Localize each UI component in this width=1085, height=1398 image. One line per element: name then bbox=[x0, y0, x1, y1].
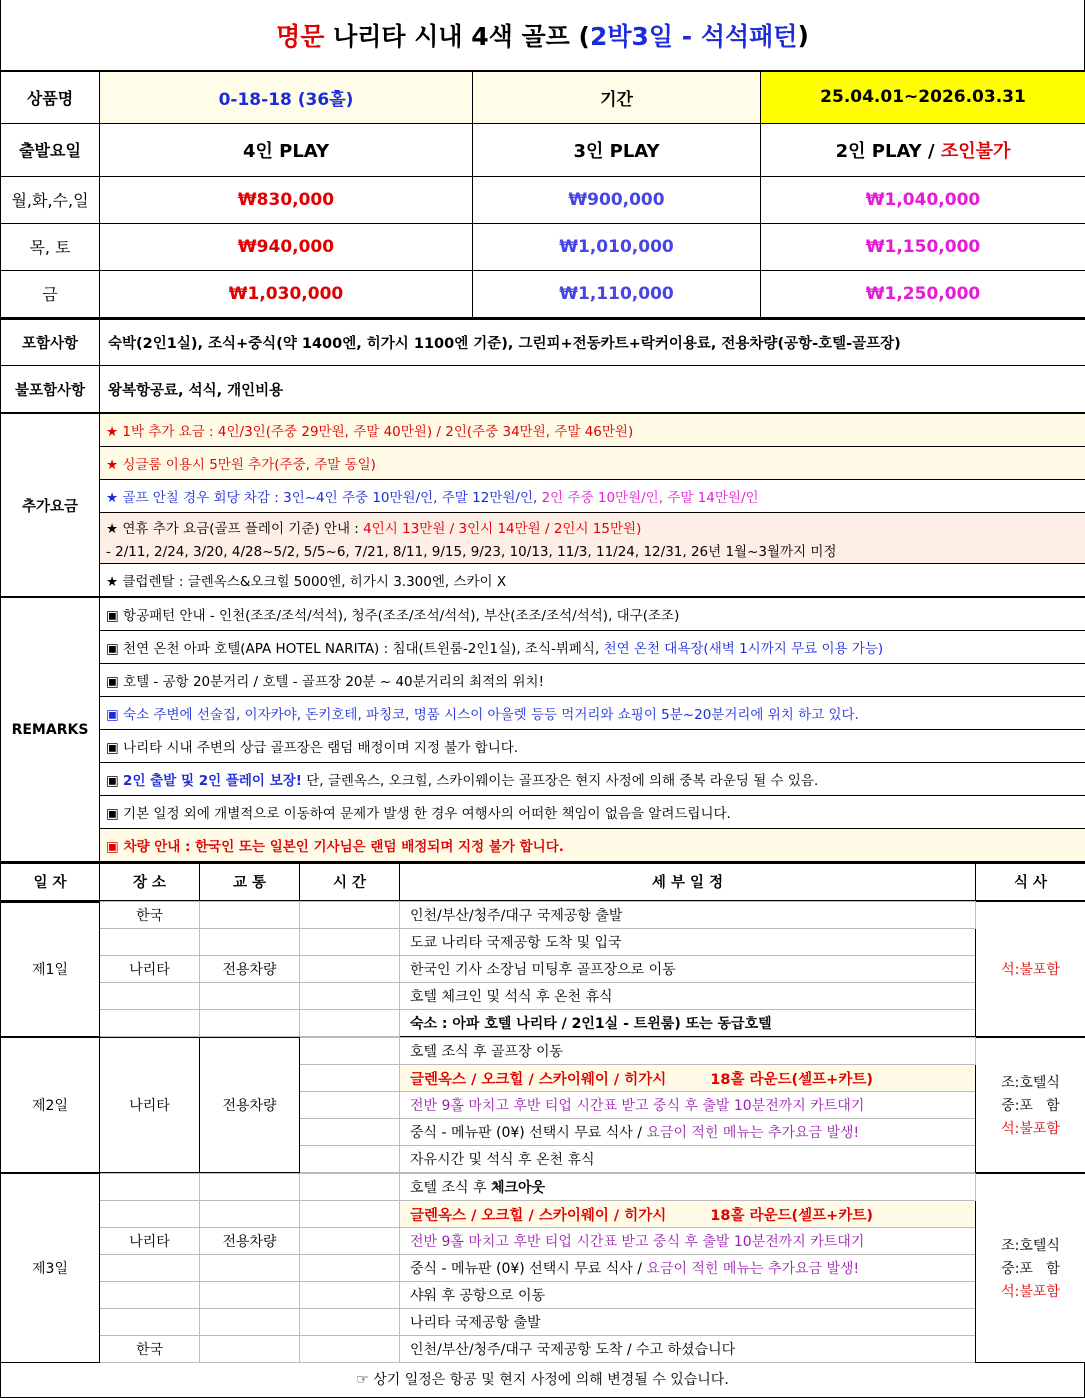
day-1-detail-3: 한국인 기사 소장님 미팅후 골프장으로 이동 bbox=[400, 956, 976, 983]
day-3-meal bbox=[976, 1174, 1085, 1363]
product-name-value: 0-18-18 (36홀) bbox=[100, 71, 473, 123]
day-3-time-cell bbox=[300, 1282, 400, 1309]
remark-7: ▣ 기본 일정 외에 개별적으로 이동하여 문제가 발생 한 경우 여행사의 어떠한 책임이 없음을 알려드립니다. bbox=[100, 796, 1085, 829]
day-1-transport-cell bbox=[200, 1010, 300, 1037]
price-row bbox=[1, 223, 1085, 270]
schedule-table bbox=[0, 862, 1085, 901]
schedule-day-3 bbox=[0, 1173, 1085, 1363]
extra-line-5: ★ 클럽렌탈 : 글렌옥스&오크힐 5000엔, 히가시 3.300엔, 스카이 X bbox=[100, 564, 1085, 597]
day-3-lunch-note: 중식 - 메뉴판 (0¥) 선택시 무료 식사 / bbox=[410, 1261, 646, 1277]
day-3-breakfast-text: 호텔 조식 후 bbox=[410, 1180, 491, 1196]
day-1-transport-cell bbox=[200, 983, 300, 1010]
day-2-lunch-warning: 요금이 적힌 메뉴는 추가요금 발생! bbox=[646, 1125, 859, 1141]
price-2: ₩1,040,000 bbox=[761, 176, 1085, 223]
departure-day-label: 출발요일 bbox=[1, 123, 100, 176]
day-2-detail-4 bbox=[400, 1119, 976, 1146]
extra-line-4c: - 2/11, 2/24, 3/20, 4/28~5/2, 5/5~6, 7/21, 8/11, 9/15, 9/23, 10/13, 11/3, 11/24, 12/31, 26년 1월~3월까지 미정 bbox=[106, 540, 1084, 560]
remark-6 bbox=[100, 763, 1085, 796]
price-4: ₩1,030,000 bbox=[100, 270, 473, 317]
day-1-time-cell bbox=[300, 902, 400, 929]
day-1-transport: 전용차량 bbox=[200, 956, 300, 983]
schedule-day-1 bbox=[0, 901, 1085, 1038]
day-3-time-cell bbox=[300, 1309, 400, 1336]
day-1-detail-1: 인천/부산/청주/대구 국제공항 출발 bbox=[400, 902, 976, 929]
title-brand: 명문 bbox=[276, 17, 324, 53]
day-2-meal-lunch: 중:포 함 bbox=[977, 1095, 1084, 1115]
day-3-transport: 전용차량 bbox=[200, 1228, 300, 1255]
price-2: ₩1,150,000 bbox=[761, 223, 1085, 270]
price-table bbox=[0, 70, 1085, 318]
price-row-day: 금 bbox=[1, 270, 100, 317]
remarks-table bbox=[0, 597, 1085, 862]
day-2-transport: 전용차량 bbox=[200, 1038, 300, 1173]
day-3-meal-dinner: 석:불포함 bbox=[977, 1281, 1084, 1301]
col-2-play-text: 2인 PLAY / bbox=[836, 141, 941, 162]
day-1-time-cell bbox=[300, 956, 400, 983]
price-4: ₩830,000 bbox=[100, 176, 473, 223]
day-3-courses: 글렌옥스 / 오크힐 / 스카이웨이 / 히가시 bbox=[410, 1208, 666, 1224]
remark-6b: 2인 출발 및 2인 플레이 보장! bbox=[123, 773, 302, 789]
day-3-time-cell bbox=[300, 1255, 400, 1282]
day-3-time-cell bbox=[300, 1336, 400, 1363]
day-2-label: 제2일 bbox=[1, 1038, 100, 1173]
day-1-place: 한국 bbox=[100, 902, 200, 929]
day-2-time-cell bbox=[300, 1119, 400, 1146]
sch-header-detail: 세 부 일 정 bbox=[400, 863, 976, 900]
col-4-play: 4인 PLAY bbox=[100, 123, 473, 176]
day-3-transport-cell bbox=[200, 1282, 300, 1309]
sch-header-place: 장 소 bbox=[100, 863, 200, 900]
day-1-label: 제1일 bbox=[1, 902, 100, 1037]
excluded-text: 왕복항공료, 석식, 개인비용 bbox=[100, 366, 1085, 413]
price-row bbox=[1, 176, 1085, 223]
day-2-detail-2 bbox=[400, 1065, 976, 1092]
extra-line-3a: ★ 골프 안칠 경우 회당 차감 : 3인~4인 주중 10만원/인, 주말 12만원/인, bbox=[106, 490, 542, 506]
included-label: 포함사항 bbox=[1, 319, 100, 366]
day-2-time-cell bbox=[300, 1038, 400, 1065]
price-3: ₩900,000 bbox=[473, 176, 761, 223]
day-3-detail-6: 나리타 국제공항 출발 bbox=[400, 1309, 976, 1336]
day-2-meal bbox=[976, 1038, 1085, 1173]
day-3-place-cell bbox=[100, 1201, 200, 1228]
day-3-label: 제3일 bbox=[1, 1174, 100, 1363]
remark-2 bbox=[100, 631, 1085, 664]
day-3-detail-3: 전반 9홀 마치고 후반 티업 시간표 받고 중식 후 출발 10분전까지 카트대기 bbox=[400, 1228, 976, 1255]
product-name-label: 상품명 bbox=[1, 71, 100, 123]
day-3-place-cell bbox=[100, 1174, 200, 1201]
info-table bbox=[0, 318, 1085, 414]
extra-line-3b: 2인 주중 10만원/인, 주말 14만원/인 bbox=[542, 490, 759, 506]
extra-line-4a: ★ 연휴 추가 요금(골프 플레이 기준) 안내 : bbox=[106, 521, 363, 537]
day-3-place: 나리타 bbox=[100, 1228, 200, 1255]
day-3-detail-5: 샤워 후 공항으로 이동 bbox=[400, 1282, 976, 1309]
period-label: 기간 bbox=[473, 71, 761, 123]
day-2-detail-5: 자유시간 및 석식 후 온천 휴식 bbox=[400, 1146, 976, 1173]
day-1-meal: 석:불포함 bbox=[976, 902, 1085, 1037]
title-pattern: 2박3일 - 석석패턴 bbox=[590, 17, 797, 53]
day-3-transport-cell bbox=[200, 1174, 300, 1201]
price-2: ₩1,250,000 bbox=[761, 270, 1085, 317]
included-text: 숙박(2인1실), 조식+중식(약 1400엔, 히가시 1100엔 기준), 그린피+전동카트+락커이용료, 전용차량(공항-호텔-골프장) bbox=[100, 319, 1085, 366]
day-1-place-cell bbox=[100, 1010, 200, 1037]
day-3-transport-cell bbox=[200, 1309, 300, 1336]
day-2-courses: 글렌옥스 / 오크힐 / 스카이웨이 / 히가시 bbox=[410, 1072, 666, 1088]
remarks-label: REMARKS bbox=[1, 598, 100, 862]
day-2-time-cell bbox=[300, 1092, 400, 1119]
day-3-time-cell bbox=[300, 1201, 400, 1228]
day-1-place-cell bbox=[100, 929, 200, 956]
day-2-meal-dinner: 석:불포함 bbox=[977, 1118, 1084, 1138]
day-3-meal-lunch: 중:포 함 bbox=[977, 1258, 1084, 1278]
remark-4: ▣ 숙소 주변에 선술집, 이자카야, 돈키호테, 파칭코, 명품 시스이 아울렛 등등 먹거리와 쇼핑이 5분~20분거리에 위치 하고 있다. bbox=[100, 697, 1085, 730]
page-title bbox=[0, 0, 1085, 70]
extra-fee-table bbox=[0, 413, 1085, 597]
day-2-lunch-note: 중식 - 메뉴판 (0¥) 선택시 무료 식사 / bbox=[410, 1125, 646, 1141]
day-3-meal-breakfast: 조:호텔식 bbox=[977, 1235, 1084, 1255]
title-main: 나리타 시내 4색 골프 ( bbox=[333, 17, 590, 53]
price-row-day: 월,화,수,일 bbox=[1, 176, 100, 223]
day-1-detail-5: 숙소 : 아파 호텔 나리타 / 2인1실 - 트윈룸) 또는 동급호텔 bbox=[400, 1010, 976, 1037]
day-3-time-cell bbox=[300, 1174, 400, 1201]
day-2-time-cell bbox=[300, 1146, 400, 1173]
day-1-time-cell bbox=[300, 983, 400, 1010]
day-3-transport-cell bbox=[200, 1255, 300, 1282]
price-3: ₩1,110,000 bbox=[473, 270, 761, 317]
day-3-transport-cell bbox=[200, 1336, 300, 1363]
remark-6c: 단, 글렌옥스, 오크힐, 스카이웨이는 골프장은 현지 사정에 의해 중복 라운딩 될 수 있음. bbox=[302, 773, 818, 789]
extra-fee-label: 추가요금 bbox=[1, 414, 100, 597]
remark-2a: ▣ 천연 온천 아파 호텔(APA HOTEL NARITA) : 침대(트윈룸-2인1실), 조식-뷔페식, bbox=[106, 641, 604, 657]
col-2-play bbox=[761, 123, 1085, 176]
day-3-detail-4 bbox=[400, 1255, 976, 1282]
day-2-detail-3: 전반 9홀 마치고 후반 티업 시간표 받고 중식 후 출발 10분전까지 카트대기 bbox=[400, 1092, 976, 1119]
day-2-time-cell bbox=[300, 1065, 400, 1092]
excluded-label: 불포함사항 bbox=[1, 366, 100, 413]
extra-line-1: ★ 1박 추가 요금 : 4인/3인(주중 29만원, 주말 40만원) / 2인(주중 34만원, 주말 46만원) bbox=[100, 414, 1085, 447]
price-3: ₩1,010,000 bbox=[473, 223, 761, 270]
day-3-detail-7: 인천/부산/청주/대구 국제공항 도착 / 수고 하셨습니다 bbox=[400, 1336, 976, 1363]
sch-header-day: 일 자 bbox=[1, 863, 100, 900]
remark-1: ▣ 항공패턴 안내 - 인천(조조/조석/석석), 청주(조조/조석/석석), 부산(조조/조석/석석), 대구(조조) bbox=[100, 598, 1085, 631]
footer-note: ☞ 상기 일정은 항공 및 현지 사정에 의해 변경될 수 있습니다. bbox=[0, 1363, 1085, 1398]
sch-header-time: 시 간 bbox=[300, 863, 400, 900]
day-1-place: 나리타 bbox=[100, 956, 200, 983]
day-3-lunch-warning: 요금이 적힌 메뉴는 추가요금 발생! bbox=[646, 1261, 859, 1277]
remark-3: ▣ 호텔 - 공항 20분거리 / 호텔 - 골프장 20분 ~ 40분거리의 최적의 위치! bbox=[100, 664, 1085, 697]
day-3-time-cell bbox=[300, 1228, 400, 1255]
day-1-detail-2: 도쿄 나리타 국제공항 도착 및 입국 bbox=[400, 929, 976, 956]
day-3-place-cell bbox=[100, 1282, 200, 1309]
schedule-day-2 bbox=[0, 1037, 1085, 1173]
price-4: ₩940,000 bbox=[100, 223, 473, 270]
remark-2b: 천연 온천 대욕장(새벽 1시까지 무료 이용 가능) bbox=[604, 641, 884, 657]
day-2-round: 18홀 라운드(셀프+카트) bbox=[710, 1072, 873, 1088]
day-3-transport-cell bbox=[200, 1201, 300, 1228]
col-3-play: 3인 PLAY bbox=[473, 123, 761, 176]
extra-line-4 bbox=[100, 513, 1085, 564]
day-3-detail-1 bbox=[400, 1174, 976, 1201]
extra-line-4b: 4인시 13만원 / 3인시 14만원 / 2인시 15만원) bbox=[363, 521, 641, 537]
day-1-time-cell bbox=[300, 1010, 400, 1037]
day-1-transport-cell bbox=[200, 929, 300, 956]
day-3-checkout: 체크아웃 bbox=[491, 1180, 545, 1196]
day-2-place: 나리타 bbox=[100, 1038, 200, 1173]
remark-8: ▣ 차량 안내 : 한국인 또는 일본인 기사님은 랜덤 배정되며 지정 불가 합니다. bbox=[100, 829, 1085, 862]
day-2-detail-1: 호텔 조식 후 골프장 이동 bbox=[400, 1038, 976, 1065]
day-1-transport-cell bbox=[200, 902, 300, 929]
title-close: ) bbox=[797, 21, 808, 50]
day-1-time-cell bbox=[300, 929, 400, 956]
remark-5: ▣ 나리타 시내 주변의 상급 골프장은 램덤 배정이며 지정 불가 합니다. bbox=[100, 730, 1085, 763]
day-2-meal-breakfast: 조:호텔식 bbox=[977, 1072, 1084, 1092]
day-3-place: 한국 bbox=[100, 1336, 200, 1363]
sch-header-transport: 교 통 bbox=[200, 863, 300, 900]
extra-line-3 bbox=[100, 480, 1085, 513]
price-row-day: 목, 토 bbox=[1, 223, 100, 270]
price-row bbox=[1, 270, 1085, 317]
period-value: 25.04.01~2026.03.31 bbox=[761, 71, 1085, 123]
day-3-round: 18홀 라운드(셀프+카트) bbox=[710, 1208, 873, 1224]
remark-6a: ▣ bbox=[106, 773, 123, 789]
day-1-place-cell bbox=[100, 983, 200, 1010]
day-1-detail-4: 호텔 체크인 및 석식 후 온천 휴식 bbox=[400, 983, 976, 1010]
col-2-no-join: 조인불가 bbox=[941, 141, 1011, 162]
day-3-detail-2 bbox=[400, 1201, 976, 1228]
day-3-place-cell bbox=[100, 1309, 200, 1336]
day-3-place-cell bbox=[100, 1255, 200, 1282]
extra-line-2: ★ 싱글룸 이용시 5만원 추가(주중, 주말 동일) bbox=[100, 447, 1085, 480]
sch-header-meal: 식 사 bbox=[976, 863, 1085, 900]
